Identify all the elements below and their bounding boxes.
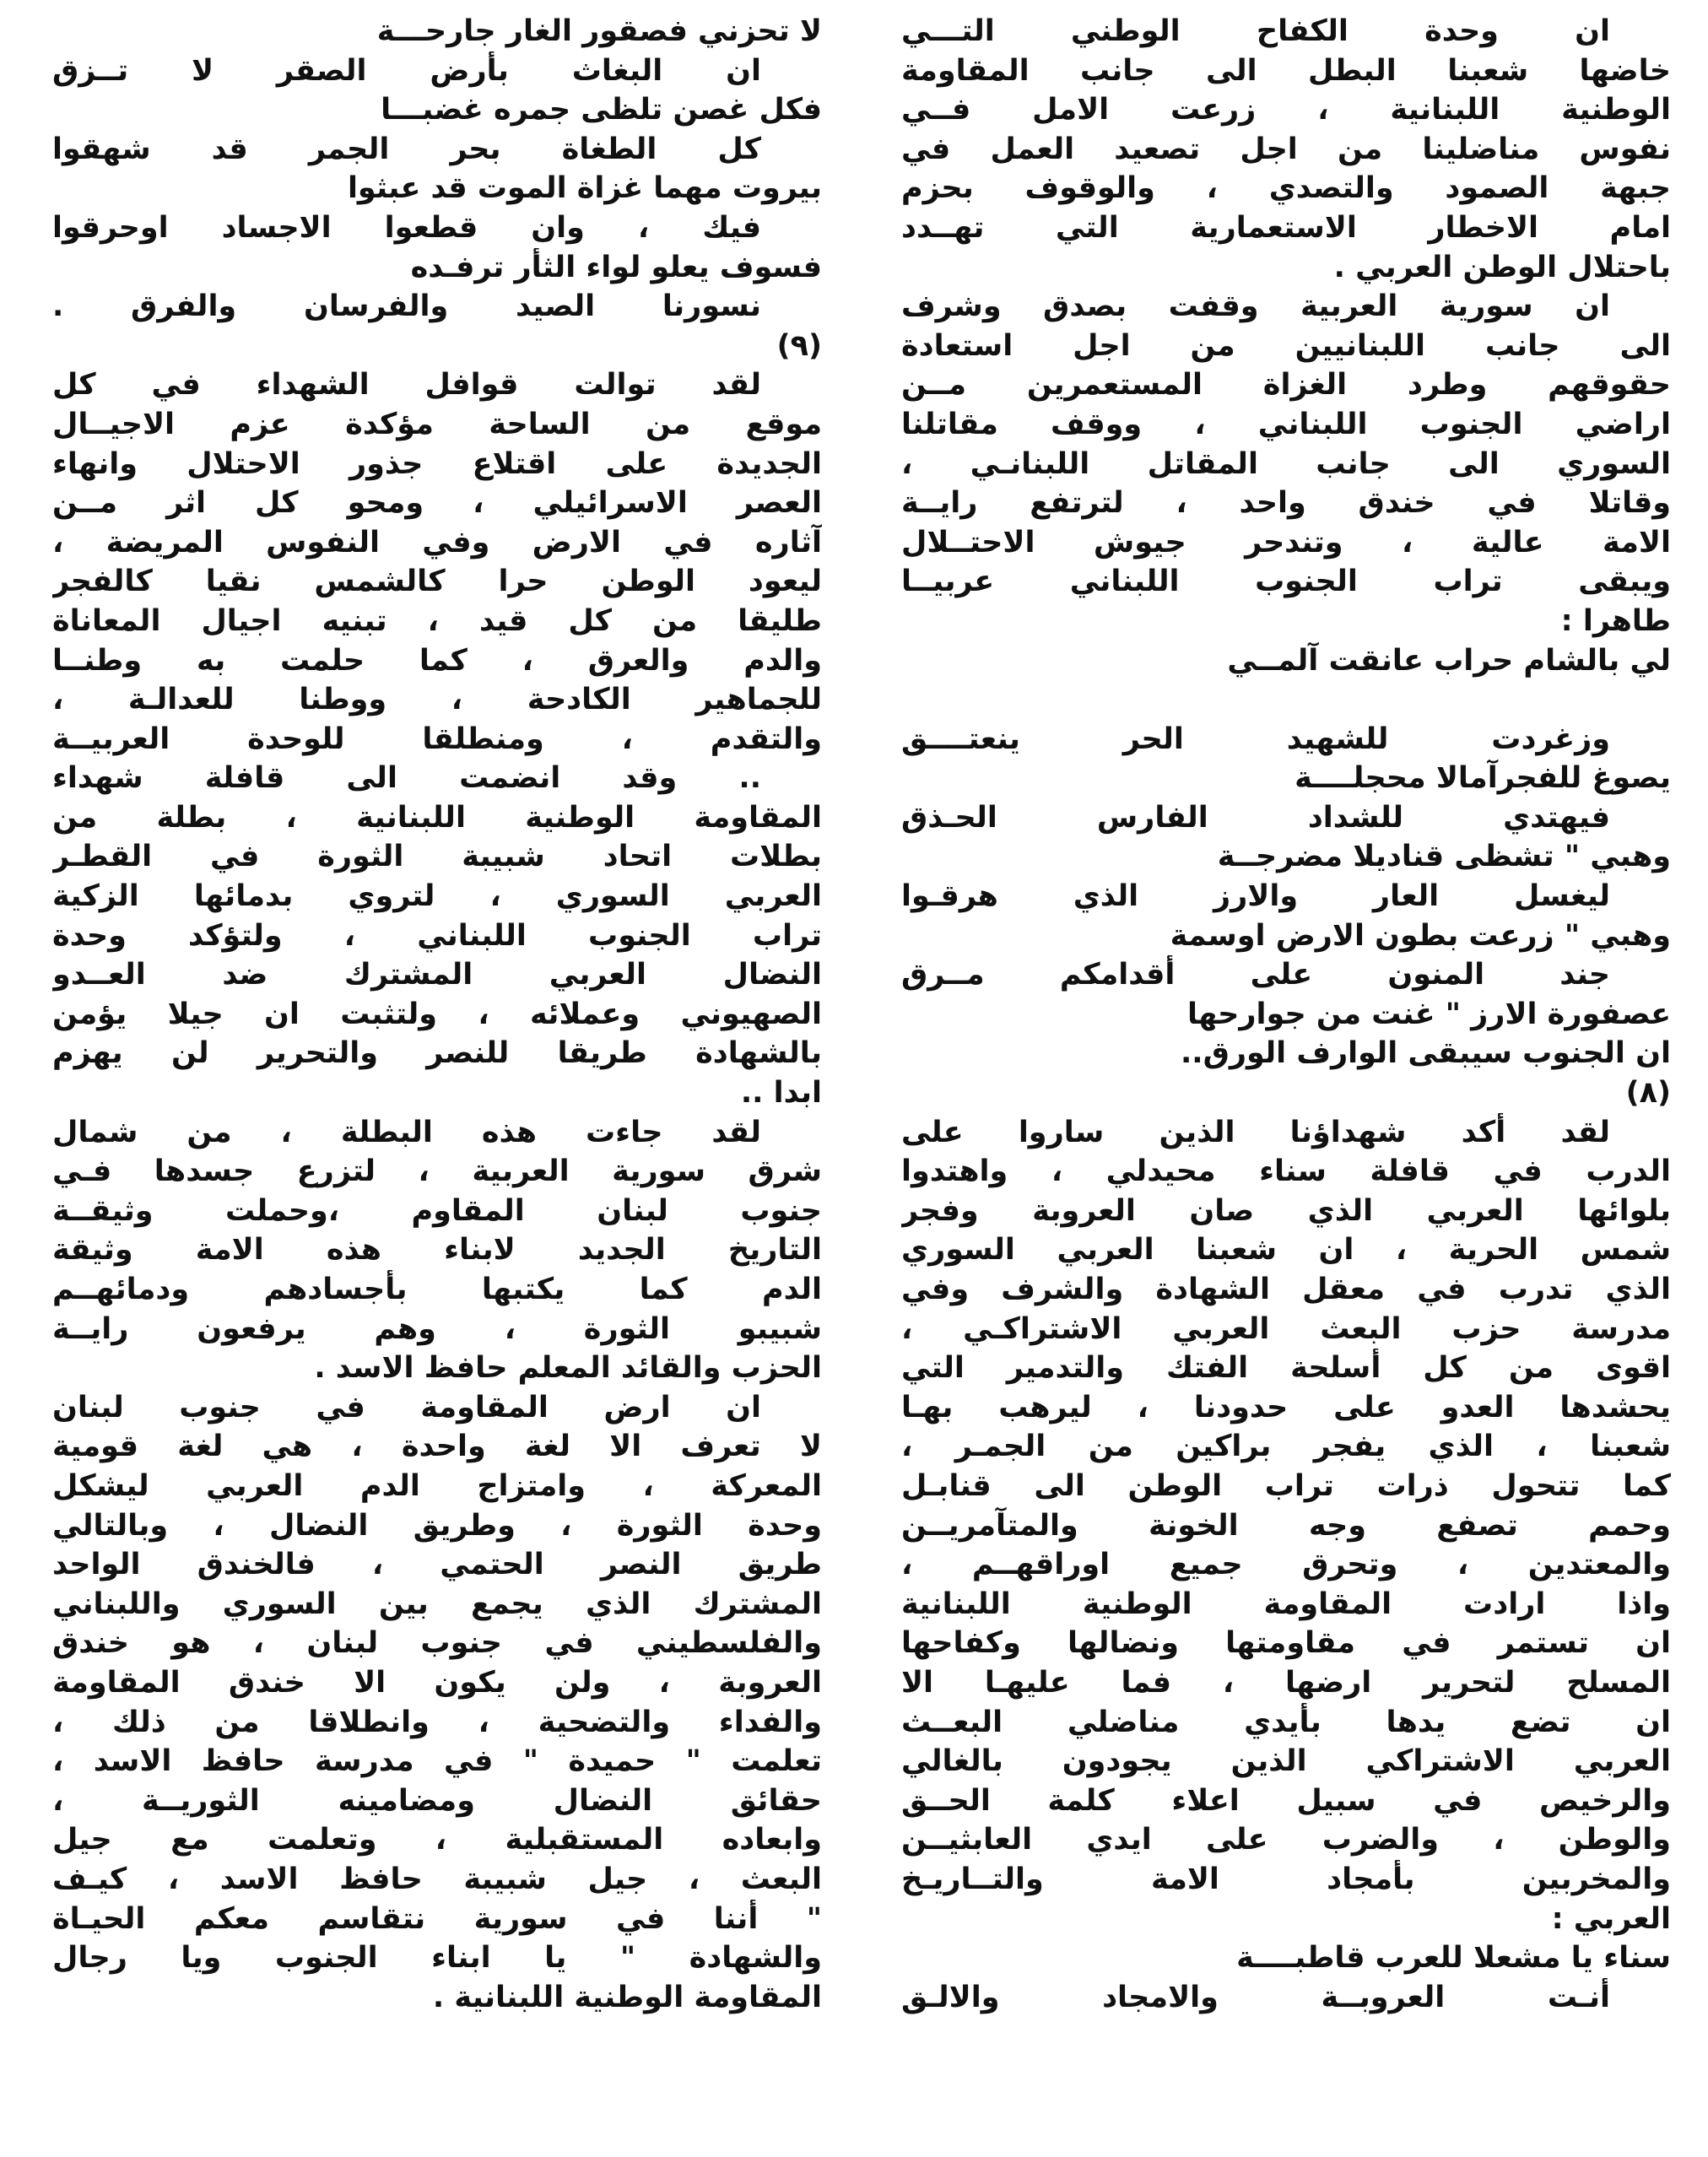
right-column-text-line: الدرب في قافلة سناء محيدلي ، واهتدوا [901, 1154, 1671, 1189]
left-column-text-line: ابدا .. [740, 1076, 822, 1111]
left-column-text-line: بالشهادة طريقا للنصر والتحرير لن يهزم [52, 1036, 822, 1071]
left-column-text-line: فسوف يعلو لواء الثأر ترفـده [410, 250, 822, 284]
left-column-text-line: " أننا في سورية نتقاسم معكم الحيـاة [52, 1901, 822, 1936]
right-column-text-line: سناء يا مشعلا للعرب قاطبــــة [1236, 1941, 1671, 1976]
left-column-text-line: تعلمت " حميدة " في مدرسة حافظ الاسد ، [52, 1744, 822, 1779]
left-column-text-line: البعث ، جيل شبيبة حافظ الاسد ، كيـف [52, 1862, 822, 1896]
right-column-text-line: مدرسة حزب البعث العربي الاشتراكـي ، [901, 1311, 1671, 1346]
right-column-text-line: لقد أكد شهداؤنا الذين ساروا على [901, 1115, 1610, 1149]
right-column-text-line: السوري الى جانب المقاتل اللبنانـي ، [901, 446, 1671, 481]
right-column-text-line [901, 680, 1671, 720]
right-column-text-line: والمخربين بأمجاد الامة والتــاريـخ [901, 1862, 1671, 1896]
left-column-text-line: فيك ، وان قطعوا الاجساد اوحرقوا [52, 210, 761, 245]
left-column-text-line: بيروت مهما غزاة الموت قد عبثوا [347, 171, 822, 206]
right-column-text-line: واذا ارادت المقاومة الوطنية اللبنانية [901, 1587, 1671, 1621]
right-column-text-line: ليغسل العار والارز الذي هرقـوا [901, 879, 1610, 914]
left-column-text-line: كل الطغاة بحر الجمر قد شهقوا [52, 132, 761, 166]
right-column-text-line: جبهة الصمود والتصدي ، والوقوف بحزم [901, 171, 1671, 206]
left-column-text-line: آثاره في الارض وفي النفوس المريضة ، [52, 525, 822, 560]
left-column-text-line: طليقا من كل قيد ، تبنيه اجيال المعاناة [52, 603, 822, 638]
right-column-text-line: ان تستمر في مقاومتها ونضالها وكفاحها [901, 1626, 1671, 1661]
left-column-text-line: وابعاده المستقبلية ، وتعلمت مع جيل [52, 1823, 822, 1857]
right-column-text-line: جند المنون على أقدامكم مــرق [901, 958, 1610, 992]
right-column-text-line: والوطن ، والضرب على ايدي العابثيــن [901, 1823, 1671, 1857]
left-column-text-line: والشهادة " يا ابناء الجنوب ويا رجال [52, 1941, 822, 1976]
right-column-text-line: الذي تدرب في معقل الشهادة والشرف وفي [901, 1273, 1671, 1306]
right-column-text-line: اقوى من كل أسلحة الفتك والتدمير التي [901, 1351, 1671, 1386]
left-column-text-line: العروبة ، ولن يكون الا خندق المقاومة [52, 1665, 822, 1700]
right-column-text-line: وقاتلا في خندق واحد ، لترتفع رايــة [901, 486, 1671, 521]
right-column-text-line: باحتلال الوطن العربي . [1333, 250, 1671, 284]
left-column-text-line: جنوب لبنان المقاوم ،وحملت وثيقــة [52, 1193, 822, 1228]
left-column-text-line: والدم والعرق ، كما حلمت به وطنــا [52, 643, 822, 678]
right-column-text-line: العربي : [1551, 1901, 1671, 1936]
left-column-text-line: حقائق النضال ومضامينه الثوريــة ، [52, 1783, 822, 1818]
right-column-text-line: امام الاخطار الاستعمارية التي تهــدد [901, 210, 1671, 245]
right-column-text-line: (٨) [1625, 1076, 1671, 1111]
right-column-text-line: عصفورة الارز " غنت من جوارحها [1186, 997, 1671, 1031]
right-column-text-line: ان وحدة الكفاح الوطني التـــي [901, 14, 1610, 48]
left-column-text-line: المقاومة الوطنية اللبنانية . [432, 1980, 822, 2014]
left-column-text-line: نسورنا الصيد والفرسان والفرق . [52, 289, 761, 324]
right-column-text-line: فيهتدي للشداد الفارس الحـذق [901, 800, 1610, 835]
left-column-text-line: موقع من الساحة مؤكدة عزم الاجيــال [52, 407, 822, 441]
right-column-text-line: شعبنا ، الذي يفجر براكين من الجمـر ، [901, 1430, 1671, 1464]
left-column-text-line: (٩) [776, 328, 822, 363]
left-column-text-line: والتقدم ، ومنطلقا للوحدة العربيــة [52, 722, 822, 756]
left-column-text-line: شبيبو الثورة ، وهم يرفعون رايــة [52, 1311, 822, 1346]
right-column-text-line: يحشدها العدو على حدودنا ، ليرهب بهـا [901, 1390, 1671, 1424]
right-column-text-line: اراضي الجنوب اللبناني ، ووقف مقاتلنا [901, 407, 1671, 441]
left-column-text-line: الحزب والقائد المعلم حافظ الاسد . [314, 1351, 822, 1386]
right-column-text-line: خاضها شعبنا البطل الى جانب المقاومة [901, 53, 1671, 88]
left-column-text-line: والفداء والتضحية ، وانطلاقا من ذلك ، [52, 1705, 822, 1739]
left-column-text-line: بطلات اتحاد شبيبة الثورة في القطـر [52, 840, 822, 874]
left-column-text-line: المعركة ، وامتزاج الدم العربي ليشكل [52, 1468, 822, 1503]
right-column-text-line: ان سورية العربية وقفت بصدق وشرف [901, 289, 1610, 324]
right-column-text-line: شمس الحرية ، ان شعبنا العربي السوري [901, 1233, 1671, 1268]
left-column-text-line: ليعود الوطن حرا كالشمس نقيا كالفجر [52, 565, 822, 599]
left-column-text-line: فكل غصن تلظى جمره غضبـــا [381, 93, 822, 127]
left-column-text-line: والفلسطيني في جنوب لبنان ، هو خندق [52, 1626, 822, 1661]
left-column-text-line: لقد جاءت هذه البطلة ، من شمال [52, 1115, 761, 1149]
right-column-text-line: وهبي " تشظى قناديلا مضرجــة [1217, 840, 1671, 874]
left-column-text-line: تراب الجنوب اللبناني ، ولتؤكد وحدة [52, 918, 822, 953]
right-column-text-line: العربي الاشتراكي الذين يجودون بالغالي [901, 1744, 1671, 1779]
left-column-text-line: التاريخ الجديد لابناء هذه الامة وثيقة [52, 1233, 822, 1268]
right-column-text-line: والمعتدين ، وتحرق جميع اوراقهــم ، [901, 1548, 1671, 1582]
left-column-text-line: العربي السوري ، لتروي بدمائها الزكية [52, 879, 822, 914]
left-column-text-line: طريق النصر الحتمي ، فالخندق الواحد [52, 1548, 822, 1582]
right-column-text-line: أنـت العروبــة والامجاد والالـق [901, 1980, 1610, 2014]
left-column-text-line: وحدة الثورة ، وطريق النضال ، وبالتالي [52, 1508, 822, 1543]
left-column-text-line: الدم كما يكتبها بأجسادهم ودمائهــم [52, 1273, 822, 1306]
right-column-text-line: الامة عالية ، وتندحر جيوش الاحتــلال [901, 525, 1671, 560]
right-column-text-line: بلوائها العربي الذي صان العروبة وفجر [901, 1193, 1671, 1228]
right-column-text-line: ان الجنوب سيبقى الوارف الورق.. [1181, 1036, 1671, 1071]
left-column-text-line: النضال العربي المشترك ضد العــدو [52, 958, 822, 992]
left-column-text-line: ان البغاث بأرض الصقر لا تــزق [52, 53, 761, 88]
right-column-text-line: ويبقى تراب الجنوب اللبناني عربيــا [901, 565, 1671, 599]
right-column-text-line: والرخيص في سبيل اعلاء كلمة الحــق [901, 1783, 1671, 1818]
left-column-text-line: لا تعرف الا لغة واحدة ، هي لغة قومية [52, 1430, 822, 1464]
right-column-text-line: المسلح لتحرير ارضها ، فما عليهـا الا [901, 1665, 1671, 1700]
left-column-text-line: شرق سورية العربية ، لتزرع جسدها فـي [52, 1154, 822, 1189]
right-column-text-line: لي بالشام حراب عانقت آلمــي [1227, 643, 1671, 678]
left-column-text-line: لقد توالت قوافل الشهداء في كل [52, 368, 761, 403]
left-column-text-line: المقاومة الوطنية اللبنانية ، بطلة من [52, 800, 822, 835]
left-column-text-line: العصر الاسرائيلي ، ومحو كل اثر مــن [52, 486, 822, 521]
right-column-text-line: نفوس مناضلينا من اجل تصعيد العمل في [901, 132, 1671, 166]
right-column-text-line: طاهرا : [1560, 603, 1671, 638]
right-column-text-line: وزغردت للشهيد الحر ينعتــــق [901, 722, 1610, 756]
left-text-column [52, 12, 822, 2147]
right-text-column [901, 12, 1671, 2147]
right-column-text-line: الوطنية اللبنانية ، زرعت الامل فــي [901, 93, 1671, 127]
right-column-text-line: ان تضع يدها بأيدي مناضلي البعــث [901, 1705, 1671, 1739]
right-column-text-line: الى جانب اللبنانيين من اجل استعادة [901, 328, 1671, 363]
right-column-text-line: حقوقهم وطرد الغزاة المستعمرين مــن [901, 368, 1671, 403]
left-column-text-line: الجديدة على اقتلاع جذور الاحتلال وانهاء [52, 446, 822, 481]
left-column-text-line: ان ارض المقاومة في جنوب لبنان [52, 1390, 761, 1424]
left-column-text-line: للجماهير الكادحة ، ووطنا للعدالـة ، [52, 683, 822, 717]
left-column-text-line: لا تحزني فصقور الغار جارحـــة [376, 14, 822, 48]
right-column-text-line: وهبي " زرعت بطون الارض اوسمة [1170, 918, 1671, 953]
left-column-text-line: المشترك الذي يجمع بين السوري واللبناني [52, 1587, 822, 1621]
right-column-text-line: يصوغ للفجرآمالا محجلــــة [1295, 761, 1671, 796]
left-column-text-line: .. وقد انضمت الى قافلة شهداء [52, 761, 761, 796]
right-column-text-line: كما تتحول ذرات تراب الوطن الى قنابـل [901, 1468, 1671, 1503]
right-column-text-line: وحمم تصفع وجه الخونة والمتآمريــن [901, 1508, 1671, 1543]
left-column-text-line: الصهيوني وعملائه ، ولتثبت ان جيلا يؤمن [52, 997, 822, 1031]
